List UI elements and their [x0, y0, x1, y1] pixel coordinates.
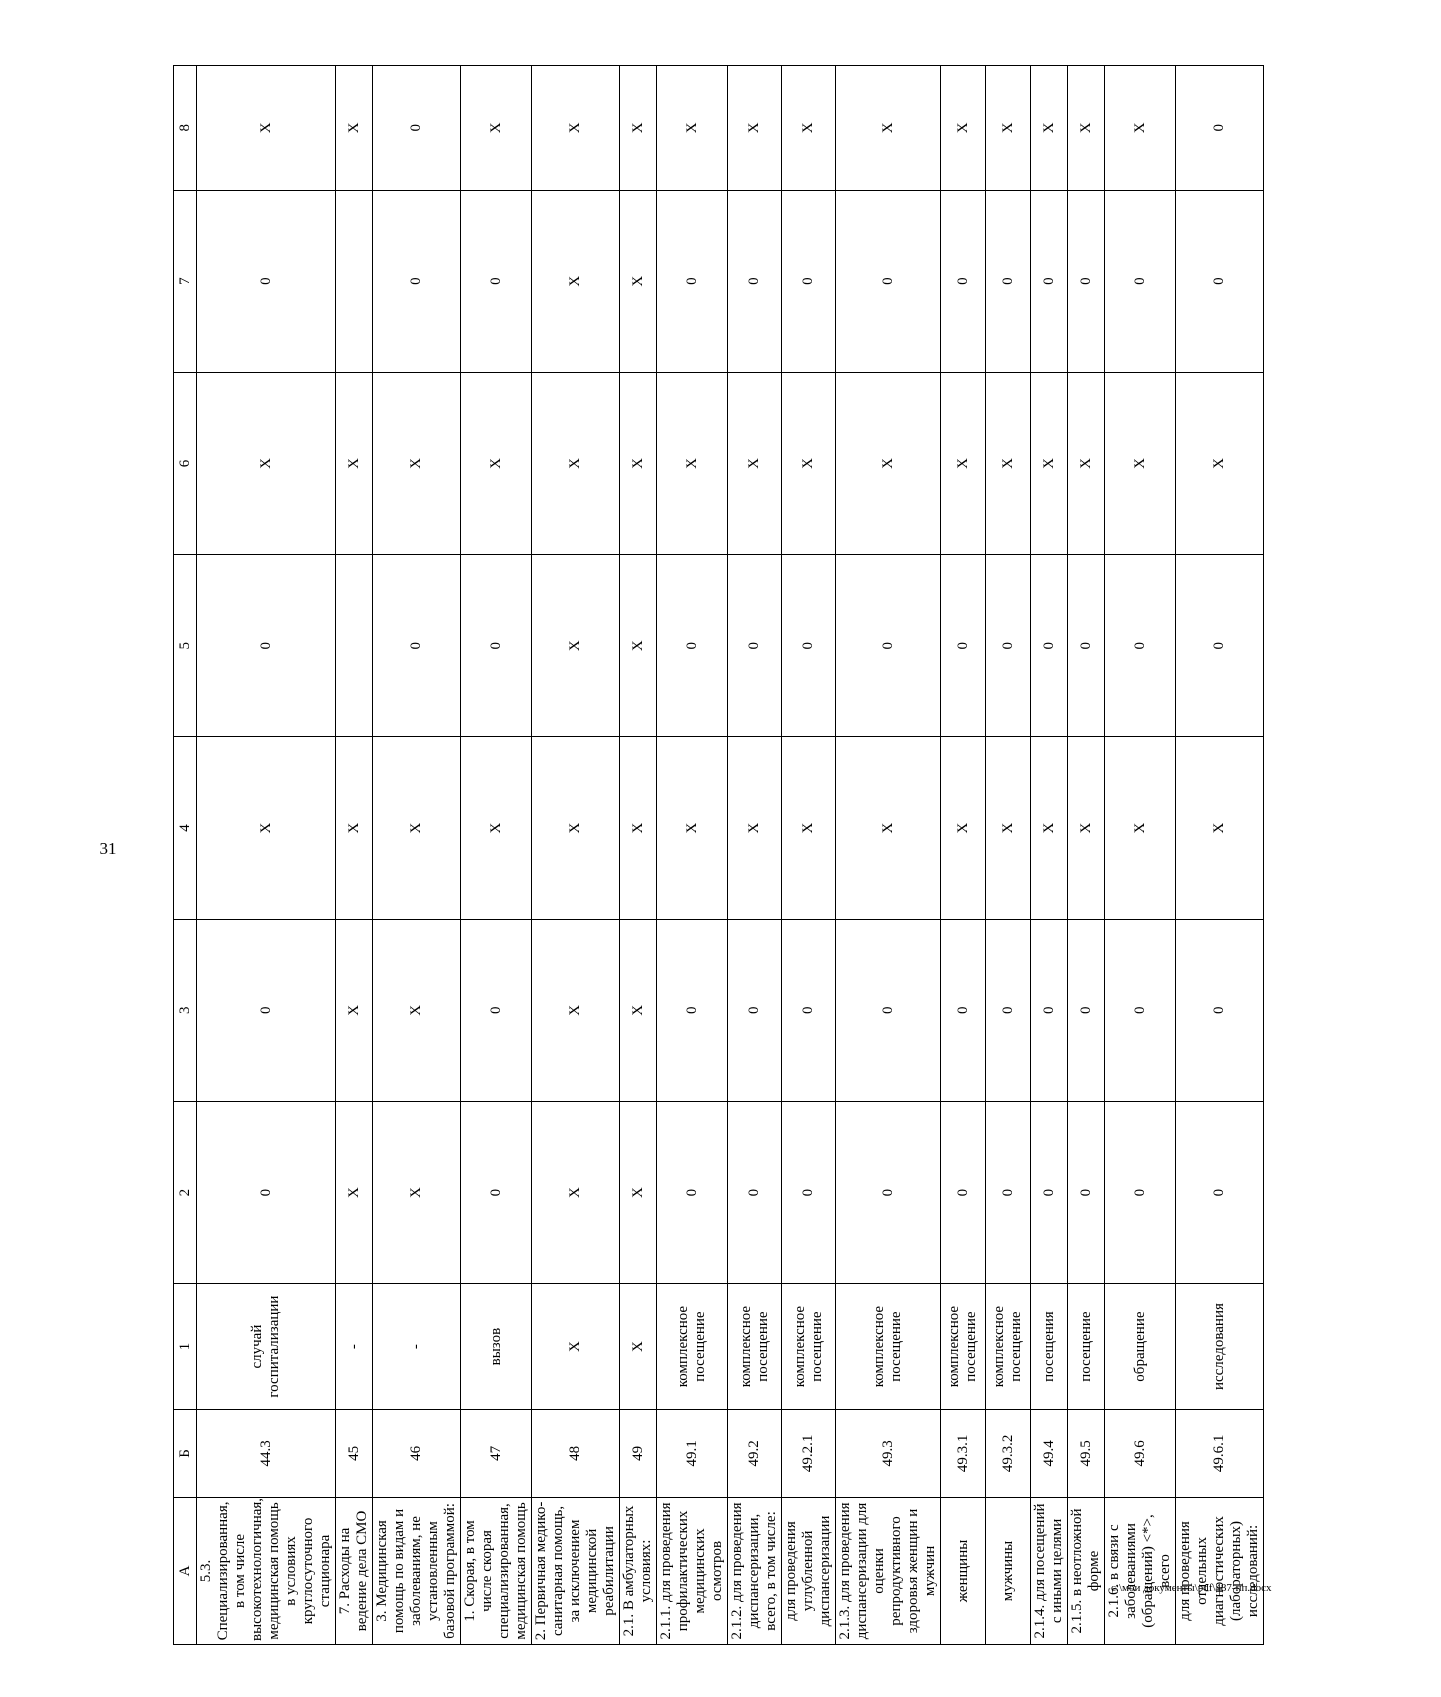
table-row — [728, 66, 782, 1645]
table-cell: - — [373, 1284, 461, 1410]
footer-file-path: c:\мои документы\pdf\487-пп.docx — [1111, 1582, 1272, 1594]
table-cell: 0 — [836, 1101, 941, 1283]
table-cell: X — [532, 1101, 620, 1283]
row-name-cell: мужчины — [986, 1497, 1031, 1644]
table-cell: X — [532, 66, 620, 191]
row-name-cell: 2.1.1. для проведения профилактических медицинских осмотров — [657, 1497, 728, 1644]
table-cell: 49.1 — [657, 1409, 728, 1497]
row-name-cell: 2.1.6. в связи с заболеваниями (обращений) <*>, всего — [1105, 1497, 1176, 1644]
row-name-cell: женщины — [941, 1497, 986, 1644]
row-name-cell: 2. Первичная медико-санитарная помощь, за исключением медицинской реабилитации — [532, 1497, 620, 1644]
table-cell: 0 — [1031, 1101, 1068, 1283]
table-cell: X — [1105, 372, 1176, 554]
table-cell: 49.3.1 — [941, 1409, 986, 1497]
table-cell: - — [336, 1284, 373, 1410]
table-cell: X — [620, 919, 657, 1101]
table-cell: 0 — [941, 1101, 986, 1283]
table-cell: обращение — [1105, 1284, 1176, 1410]
table-cell: X — [461, 66, 532, 191]
table-cell: X — [836, 372, 941, 554]
table-cell: 0 — [657, 1101, 728, 1283]
table-cell: 0 — [461, 919, 532, 1101]
table-cell: 0 — [1068, 919, 1105, 1101]
table-cell: 0 — [728, 555, 782, 737]
col-header: 8 — [174, 66, 197, 191]
table-cell: 0 — [197, 555, 336, 737]
table-cell — [336, 190, 373, 372]
table-row — [657, 66, 728, 1645]
table-cell: 0 — [197, 1101, 336, 1283]
table-cell: 0 — [1176, 66, 1264, 191]
table-cell: X — [336, 1101, 373, 1283]
col-header: А — [174, 1497, 197, 1644]
table-cell: 0 — [1105, 555, 1176, 737]
table-row — [1176, 66, 1264, 1645]
table-cell: X — [1105, 737, 1176, 919]
table-cell: X — [336, 919, 373, 1101]
table-row — [782, 66, 836, 1645]
table-cell: 0 — [1176, 919, 1264, 1101]
row-name-cell: 3. Медицинская помощь по видам и заболеваниям, не установленным базовой программой: — [373, 1497, 461, 1644]
table-cell: X — [657, 66, 728, 191]
table-cell: случай госпитализации — [197, 1284, 336, 1410]
col-header: 1 — [174, 1284, 197, 1410]
table-cell: X — [1031, 737, 1068, 919]
row-name-cell: 7. Расходы на ведение дела СМО — [336, 1497, 373, 1644]
table-cell: X — [620, 66, 657, 191]
table-cell: 49.5 — [1068, 1409, 1105, 1497]
page-number: 31 — [99, 839, 117, 858]
table-cell: X — [461, 737, 532, 919]
table-cell: 0 — [728, 190, 782, 372]
table-cell: 0 — [657, 919, 728, 1101]
table-cell: комплексное посещение — [986, 1284, 1031, 1410]
header-row — [174, 66, 197, 1645]
table-cell: X — [728, 66, 782, 191]
table-cell: 0 — [1068, 190, 1105, 372]
table-cell: 0 — [1031, 555, 1068, 737]
table-cell: X — [620, 737, 657, 919]
col-header: 4 — [174, 737, 197, 919]
table-cell: посещения — [1031, 1284, 1068, 1410]
col-header: Б — [174, 1409, 197, 1497]
row-name-cell: 2.1.3. для проведения диспансеризации для оценки репродуктивного здоровья женщин и мужчин — [836, 1497, 941, 1644]
table-cell: X — [728, 737, 782, 919]
table-cell: комплексное посещение — [941, 1284, 986, 1410]
table-cell: X — [620, 1101, 657, 1283]
table-cell: X — [532, 737, 620, 919]
table-cell: 0 — [461, 1101, 532, 1283]
table-cell: X — [1105, 66, 1176, 191]
row-name-cell: 2.1.4. для посещений с иными целями — [1031, 1497, 1068, 1644]
table-cell: X — [836, 66, 941, 191]
row-name-cell: 1. Скорая, в том числе скорая специализированная, медицинская помощь — [461, 1497, 532, 1644]
table-row — [1031, 66, 1068, 1645]
row-name-cell: для проведения отдельных диагностических (лабораторных) исследований: — [1176, 1497, 1264, 1644]
row-name-cell: 2.1.5. в неотложной форме — [1068, 1497, 1105, 1644]
table-cell: 0 — [986, 555, 1031, 737]
table-cell: X — [532, 1284, 620, 1410]
table-cell: 0 — [1176, 555, 1264, 737]
table-cell: X — [532, 919, 620, 1101]
table-cell: комплексное посещение — [657, 1284, 728, 1410]
table-cell: X — [1068, 66, 1105, 191]
table-cell: X — [373, 1101, 461, 1283]
table-cell: 0 — [373, 66, 461, 191]
table-cell: 0 — [461, 555, 532, 737]
table-cell: 0 — [373, 555, 461, 737]
table-cell: 0 — [1068, 555, 1105, 737]
table-cell: X — [620, 555, 657, 737]
table-cell: 49.3.2 — [986, 1409, 1031, 1497]
table-cell: X — [197, 372, 336, 554]
table-row — [461, 66, 532, 1645]
table-cell: 0 — [836, 190, 941, 372]
row-name-cell: для проведения углубленной диспансеризации — [782, 1497, 836, 1644]
table-cell: 0 — [657, 190, 728, 372]
data-table — [173, 65, 1264, 1645]
table-cell: X — [941, 66, 986, 191]
table-cell: X — [657, 737, 728, 919]
table-cell: X — [782, 372, 836, 554]
col-header: 7 — [174, 190, 197, 372]
row-name-cell: 2.1.2. для проведения диспансеризации, всего, в том числе: — [728, 1497, 782, 1644]
table-cell: 0 — [782, 919, 836, 1101]
table-cell: 0 — [1176, 1101, 1264, 1283]
table-cell: X — [532, 555, 620, 737]
table-cell: 0 — [1105, 919, 1176, 1101]
table-cell: X — [941, 372, 986, 554]
table-cell: X — [336, 737, 373, 919]
table-cell: посещение — [1068, 1284, 1105, 1410]
table-cell: 0 — [728, 919, 782, 1101]
table-cell: X — [461, 372, 532, 554]
table-cell: 0 — [986, 190, 1031, 372]
table-cell: X — [336, 372, 373, 554]
table-cell: X — [1031, 372, 1068, 554]
table-body — [197, 66, 1264, 1645]
table-row — [1105, 66, 1176, 1645]
table-cell: 49.4 — [1031, 1409, 1068, 1497]
table-cell: X — [657, 372, 728, 554]
table-cell: 0 — [941, 919, 986, 1101]
table-cell: X — [197, 737, 336, 919]
table-cell: 49.2.1 — [782, 1409, 836, 1497]
table-row — [532, 66, 620, 1645]
table-cell: 0 — [197, 190, 336, 372]
table-cell: X — [1176, 372, 1264, 554]
table-cell: 0 — [1031, 919, 1068, 1101]
table-cell: X — [1176, 737, 1264, 919]
table-cell: 0 — [782, 190, 836, 372]
table-cell: X — [941, 737, 986, 919]
table-cell: 49.3 — [836, 1409, 941, 1497]
table-cell: X — [373, 737, 461, 919]
table-cell: X — [197, 66, 336, 191]
table-cell: X — [620, 1284, 657, 1410]
table-cell: 49 — [620, 1409, 657, 1497]
table-cell: 0 — [657, 555, 728, 737]
table-cell: 0 — [986, 919, 1031, 1101]
table-cell: 0 — [836, 919, 941, 1101]
table-row — [941, 66, 986, 1645]
table-cell: X — [336, 66, 373, 191]
table-cell: 0 — [941, 555, 986, 737]
table-cell: X — [532, 190, 620, 372]
table-cell: комплексное посещение — [728, 1284, 782, 1410]
table-cell: 0 — [782, 1101, 836, 1283]
table-cell: X — [373, 372, 461, 554]
table-cell: исследования — [1176, 1284, 1264, 1410]
col-header: 6 — [174, 372, 197, 554]
row-name-cell: 2.1. В амбулаторных условиях: — [620, 1497, 657, 1644]
table-cell: X — [728, 372, 782, 554]
table-cell: X — [1031, 66, 1068, 191]
table-cell: 47 — [461, 1409, 532, 1497]
table-cell: X — [782, 66, 836, 191]
table-cell: 0 — [986, 1101, 1031, 1283]
table-cell: 0 — [1176, 190, 1264, 372]
table-cell: X — [1068, 372, 1105, 554]
table-cell: 0 — [1068, 1101, 1105, 1283]
table-cell: 0 — [197, 919, 336, 1101]
table-cell: 46 — [373, 1409, 461, 1497]
table-cell: комплексное посещение — [836, 1284, 941, 1410]
table-cell: X — [532, 372, 620, 554]
table-cell: X — [1068, 737, 1105, 919]
table-cell: 0 — [1105, 1101, 1176, 1283]
table-cell: 49.6 — [1105, 1409, 1176, 1497]
table-cell: 0 — [461, 190, 532, 372]
table-cell: 0 — [782, 555, 836, 737]
table-cell: X — [620, 190, 657, 372]
table-row — [1068, 66, 1105, 1645]
table-cell: 0 — [836, 555, 941, 737]
table-cell: X — [620, 372, 657, 554]
col-header: 3 — [174, 919, 197, 1101]
table-cell: X — [986, 372, 1031, 554]
table-cell: комплексное посещение — [782, 1284, 836, 1410]
table-row — [373, 66, 461, 1645]
table-cell: X — [373, 919, 461, 1101]
table-cell: X — [836, 737, 941, 919]
table-row — [336, 66, 373, 1645]
table-cell: 0 — [373, 190, 461, 372]
table-cell: вызов — [461, 1284, 532, 1410]
table-cell: 0 — [941, 190, 986, 372]
col-header: 5 — [174, 555, 197, 737]
table-cell: X — [782, 737, 836, 919]
table-cell: 48 — [532, 1409, 620, 1497]
table-cell: 49.6.1 — [1176, 1409, 1264, 1497]
table-row — [836, 66, 941, 1645]
table-cell: 0 — [1031, 190, 1068, 372]
col-header: 2 — [174, 1101, 197, 1283]
table-cell: 45 — [336, 1409, 373, 1497]
table-row — [620, 66, 657, 1645]
table-row — [986, 66, 1031, 1645]
table-cell: 0 — [728, 1101, 782, 1283]
table-cell: 49.2 — [728, 1409, 782, 1497]
table-cell: 44.3 — [197, 1409, 336, 1497]
row-name-cell: 5.3. Специализированная, в том числе высокотехнологичная, медицинская помощь в условиях круглосуточного стационара — [197, 1497, 336, 1644]
table-cell — [336, 555, 373, 737]
table-cell: 0 — [1105, 190, 1176, 372]
table-cell: X — [986, 737, 1031, 919]
table-cell: X — [986, 66, 1031, 191]
table-row — [197, 66, 336, 1645]
